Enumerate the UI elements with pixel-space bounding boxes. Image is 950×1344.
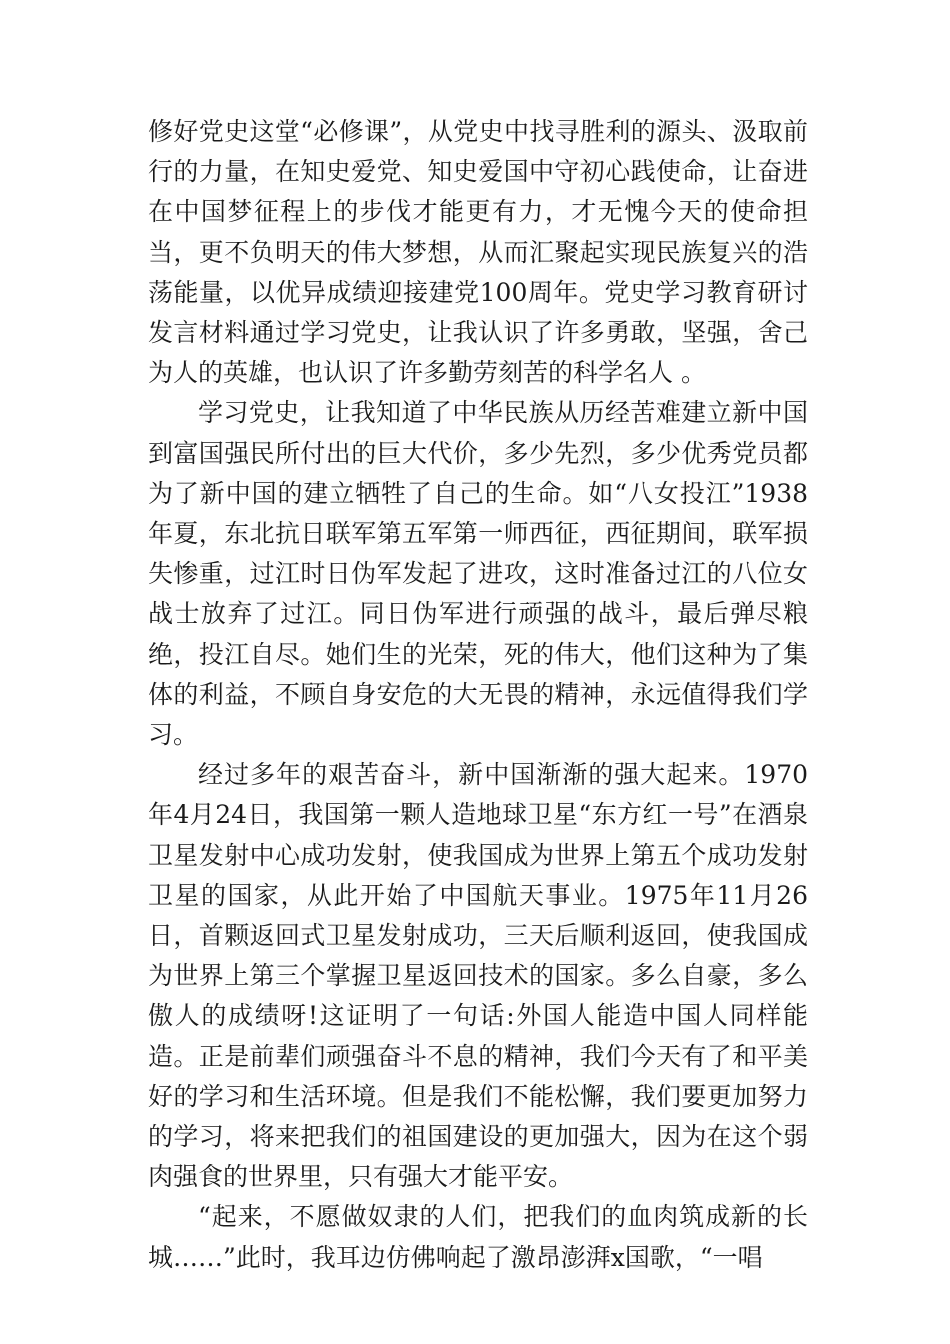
paragraph-1: 修好党史这堂“必修课”，从党史中找寻胜利的源头、汲取前行的力量，在知史爱党、知史爱国中守初心践使命，让奋进在中国梦征程上的步伐才能更有力，才无愧今天的使命担当，更不负明天的伟大梦想，从而汇聚起实现民族复兴的浩荡能量，以优异成绩迎接建党100周年。党史学习教育研讨发言材料通过学习党史，让我认识了许多勇敢，坚强，舍己为人的英雄，也认识了许多勤劳刻苦的科学名人 。 [148,117,808,388]
document-body [148,112,808,1278]
paragraph-4: “起来，不愿做奴隶的人们，把我们的血肉筑成新的长城……”此时，我耳边仿佛响起了激昂澎湃x国歌，“一唱 [148,1202,808,1272]
paragraph-2: 学习党史，让我知道了中华民族从历经苦难建立新中国到富国强民所付出的巨大代价，多少先烈，多少优秀党员都为了新中国的建立牺牲了自己的生命。如“八女投江”1938年夏，东北抗日联军第五军第一师西征，西征期间，联军损失惨重，过江时日伪军发起了进攻，这时准备过江的八位女战士放弃了过江。同日伪军进行顽强的战斗，最后弹尽粮绝，投江自尽。她们生的光荣，死的伟大，他们这种为了集体的利益，不顾自身安危的大无畏的精神，永远值得我们学习。 [148,398,808,750]
paragraph-3: 经过多年的艰苦奋斗，新中国渐渐的强大起来。1970年4月24日，我国第一颗人造地球卫星“东方红一号”在酒泉卫星发射中心成功发射，使我国成为世界上第五个成功发射卫星的国家，从此开始了中国航天事业。1975年11月26日，首颗返回式卫星发射成功，三天后顺利返回，使我国成为世界上第三个掌握卫星返回技术的国家。多么自豪，多么傲人的成绩呀!这证明了一句话:外国人能造中国人同样能造。正是前辈们顽强奋斗不息的精神，我们今天有了和平美好的学习和生活环境。但是我们不能松懈，我们要更加努力的学习，将来把我们的祖国建设的更加强大，因为在这个弱肉强食的世界里，只有强大才能平安。 [148,760,808,1192]
